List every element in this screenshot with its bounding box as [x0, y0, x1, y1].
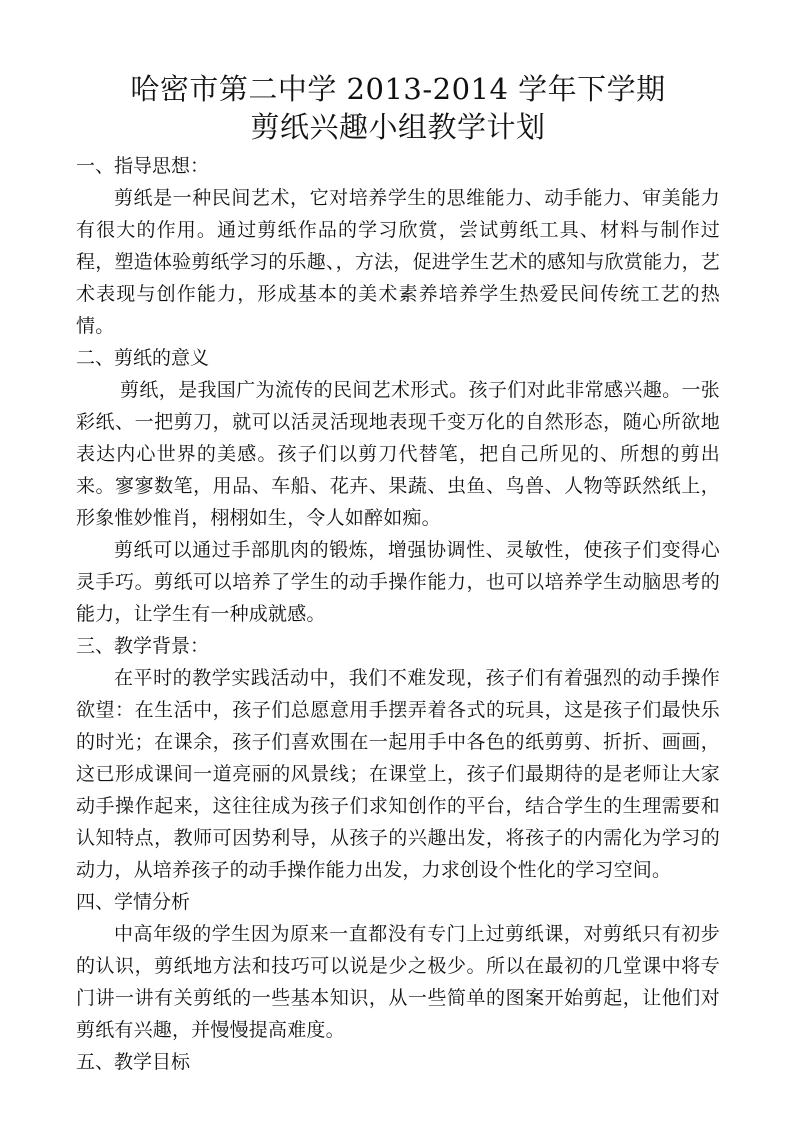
document-title-line1: 哈密市第二中学 2013-2014 学年下学期 — [130, 72, 666, 106]
section-paragraph: 剪纸，是我国广为流传的民间艺术形式。孩子们对此非常感兴趣。一张彩纸、一把剪刀，就可以活灵活现地表现千变万化的自然形态，随心所欲地表达内心世界的美感。孩子们以剪刀代替笔，把自己所见的、所想的剪出来。寥寥数笔，用品、车船、花卉、果蔬、虫鱼、鸟兽、人物等跃然纸上，形象惟妙惟肖，栩栩如生，令人如醉如痴。 — [76, 379, 720, 529]
section-guiding-ideology — [76, 150, 720, 342]
section-teaching-goals — [76, 1046, 720, 1078]
section-heading: 四、学情分析 — [76, 891, 191, 913]
document-title-line2: 剪纸兴趣小组教学计划 — [250, 110, 546, 144]
section-student-analysis — [76, 886, 720, 1046]
section-paragraph: 剪纸是一种民间艺术，它对培养学生的思维能力、动手能力、审美能力有很大的作用。通过剪纸作品的学习欣赏，尝试剪纸工具、材料与制作过程，塑造体验剪纸学习的乐趣、，方法，促进学生艺术的感知与欣赏能力，艺术表现与创作能力，形成基本的美术素养培养学生热爱民间传统工艺的热情。 — [76, 187, 720, 337]
section-heading: 三、教学背景： — [76, 635, 210, 657]
section-heading: 二、剪纸的意义 — [76, 347, 210, 369]
section-paragraph: 剪纸可以通过手部肌肉的锻炼，增强协调性、灵敏性，使孩子们变得心灵手巧。剪纸可以培养了学生的动手操作能力，也可以培养学生动脑思考的能力，让学生有一种成就感。 — [76, 539, 720, 625]
section-heading: 五、教学目标 — [76, 1051, 191, 1073]
section-heading: 一、指导思想： — [76, 155, 210, 177]
section-teaching-background — [76, 630, 720, 886]
section-paragraph: 在平时的教学实践活动中，我们不难发现，孩子们有着强烈的动手操作欲望：在生活中，孩子们总愿意用手摆弄着各式的玩具，这是孩子们最快乐的时光；在课余，孩子们喜欢围在一起用手中各色的纸剪剪、折折、画画，这已形成课间一道亮丽的风景线；在课堂上，孩子们最期待的是老师让大家动手操作起来，这往往成为孩子们求知创作的平台，结合学生的生理需要和认知特点，教师可因势利导，从孩子的兴趣出发，将孩子的内需化为学习的动力，从培养孩子的动手操作能力出发，力求创设个性化的学习空间。 — [76, 667, 720, 881]
section-significance — [76, 342, 720, 630]
section-paragraph: 中高年级的学生因为原来一直都没有专门上过剪纸课，对剪纸只有初步的认识，剪纸地方法和技巧可以说是少之极少。所以在最初的几堂课中将专门讲一讲有关剪纸的一些基本知识，从一些简单的图案开始剪起，让他们对剪纸有兴趣，并慢慢提高难度。 — [76, 923, 720, 1041]
